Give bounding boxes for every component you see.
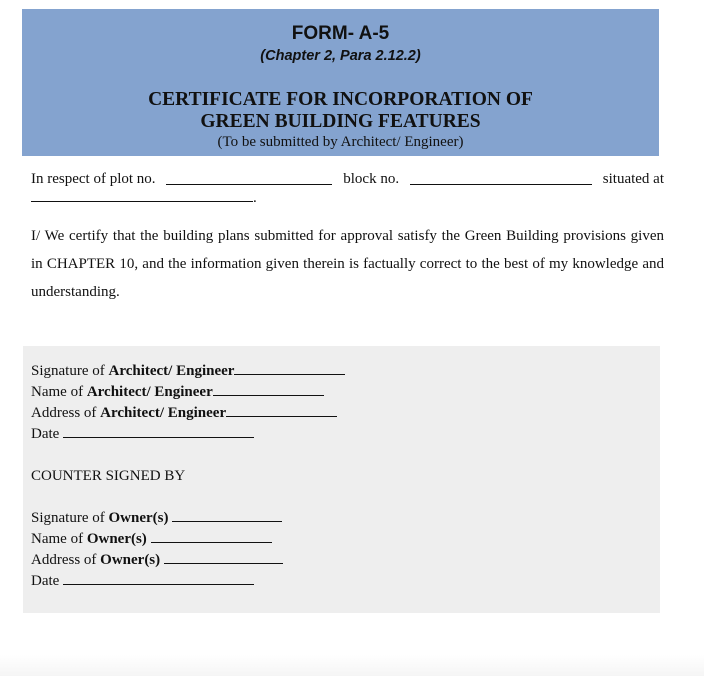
plot-label: In respect of plot no. [31,171,156,187]
form-code: FORM- A-5 [291,23,390,44]
plot-details-row [31,171,664,188]
owner-address-field[interactable] [164,550,283,564]
page-bottom-edge [0,655,704,676]
owner-name-field[interactable] [151,529,272,543]
chapter-reference: (Chapter 2, Para 2.12.2) [260,48,421,64]
certificate-title-line-2: GREEN BUILDING FEATURES [200,111,481,132]
certification-statement: I/ We certify that the building plans submitted for approval satisfy the Green Building provisions given in CHAPTER 10, and the information given therein is factually correct to the best of my knowledge and understanding. [31,228,664,300]
certificate-title-line-1: CERTIFICATE FOR INCORPORATION OF [148,89,533,110]
architect-date-label: Date [31,426,64,442]
architect-address-role: Architect/ Engineer [100,405,227,421]
architect-address-field[interactable] [226,403,337,417]
owner-date-label: Date [31,573,64,589]
counter-signed-heading: COUNTER SIGNED BY [31,468,186,484]
architect-address-label: Address of [31,405,101,421]
plot-number-field[interactable] [166,171,332,185]
architect-name-row [31,382,324,402]
certificate-title [22,89,659,133]
location-field[interactable] [31,188,253,202]
owner-address-row [31,550,283,570]
owner-date-field[interactable] [63,571,254,585]
owner-signature-role: Owner(s) [108,510,169,526]
certificate-subtitle: (To be submitted by Architect/ Engineer) [217,134,464,150]
form-header [22,9,659,156]
situated-label: situated at [602,171,664,187]
architect-name-field[interactable] [213,382,324,396]
owner-date-row [31,571,254,591]
architect-signature-label: Signature of [31,363,109,379]
architect-date-row [31,424,254,444]
block-number-field[interactable] [410,171,592,185]
architect-name-label: Name of [31,384,87,400]
owner-name-role: Owner(s) [86,531,147,547]
architect-address-row [31,403,337,423]
signature-section [23,346,660,613]
location-period: . [253,190,257,206]
owner-signature-row [31,508,282,528]
architect-name-role: Architect/ Engineer [86,384,213,400]
architect-signature-field[interactable] [234,361,345,375]
owner-signature-field[interactable] [172,508,282,522]
owner-address-role: Owner(s) [100,552,161,568]
owner-signature-label: Signature of [31,510,109,526]
owner-name-label: Name of [31,531,87,547]
architect-signature-row [31,361,345,381]
architect-signature-role: Architect/ Engineer [108,363,235,379]
owner-name-row [31,529,272,549]
architect-date-field[interactable] [63,424,254,438]
location-row [31,188,664,207]
block-label: block no. [343,171,400,187]
owner-address-label: Address of [31,552,101,568]
